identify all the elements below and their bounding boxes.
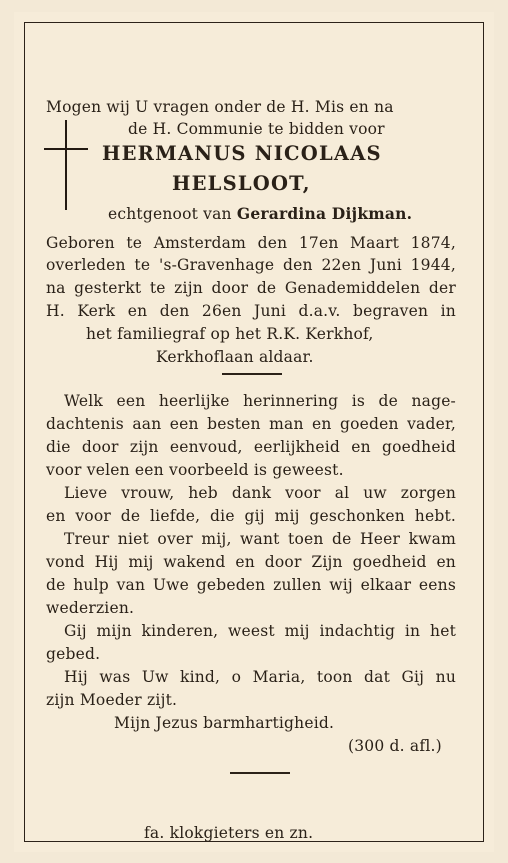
text-line-12: gebed.	[46, 645, 101, 663]
text-line-13: Hij was Uw kind, o Maria, toon dat Gij nu	[64, 668, 456, 686]
prayer-line: Mijn Jezus barmhartigheid.	[114, 714, 335, 732]
memorial-card	[14, 12, 494, 852]
text-line-2: dachtenis aan een besten man en goeden vader,	[46, 415, 456, 433]
divider-top	[222, 373, 282, 375]
deceased-surname: HELSLOOT,	[172, 172, 311, 195]
bio-line-4: H. Kerk en den 26en Juni d.a.v. begraven in	[46, 302, 456, 320]
text-line-8: vond Hij mij wakend en door Zijn goedheid en	[46, 553, 456, 571]
intro-line-1: Mogen wij U vragen onder de H. Mis en na	[46, 98, 394, 116]
bio-line-6: Kerkhoflaan aldaar.	[156, 348, 314, 366]
text-line-14: zijn Moeder zijt.	[46, 691, 178, 709]
text-line-7: Treur niet over mij, want toen de Heer kwam	[64, 530, 456, 548]
bio-line-1: Geboren te Amsterdam den 17en Maart 1874,	[46, 234, 456, 252]
text-line-10: wederzien.	[46, 599, 135, 617]
indulgence-note: (300 d. afl.)	[348, 737, 442, 755]
text-line-5: Lieve vrouw, heb dank voor al uw zorgen	[64, 484, 456, 502]
text-line-9: de hulp van Uwe gebeden zullen wij elkaar eens	[46, 576, 456, 594]
spouse-prefix: echtgenoot van	[108, 205, 232, 223]
spouse-line	[108, 204, 412, 223]
spouse-name: Gerardina Dijkman.	[236, 204, 413, 223]
text-line-3: die door zijn eenvoud, eerlijkheid en goedheid	[46, 438, 456, 456]
bio-line-5: het familiegraf op het R.K. Kerkhof,	[86, 325, 374, 343]
text-line-11: Gij mijn kinderen, weest mij indachtig in het	[64, 622, 456, 640]
text-line-6: en voor de liefde, die gij mij geschonken hebt.	[46, 507, 456, 525]
divider-bottom	[230, 772, 290, 774]
printer-credit: fa. klokgieters en zn.	[144, 824, 314, 842]
intro-line-2: de H. Communie te bidden voor	[128, 120, 385, 138]
deceased-first-names: HERMANUS NICOLAAS	[102, 142, 382, 165]
bio-line-2: overleden te 's-Gravenhage den 22en Juni 1944,	[46, 256, 456, 274]
bio-line-3: na gesterkt te zijn door de Genademiddelen der	[46, 279, 456, 297]
text-line-1: Welk een heerlijke herinnering is de nage-	[64, 392, 456, 410]
text-line-4: voor velen een voorbeeld is geweest.	[46, 461, 344, 479]
cross-icon	[44, 120, 88, 210]
